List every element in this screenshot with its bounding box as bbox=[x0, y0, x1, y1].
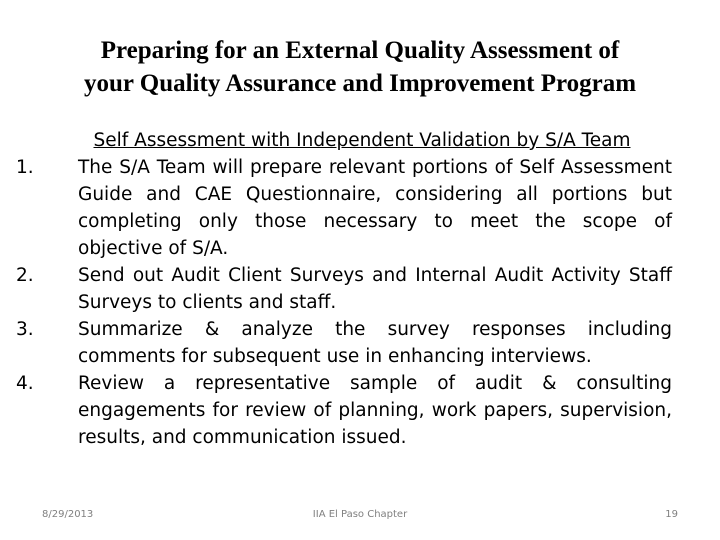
step-text: Summarize & analyze the survey responses including comments for subsequent use in enhancing interviews. bbox=[78, 319, 672, 367]
footer-page-number: 19 bbox=[665, 509, 678, 520]
slide-title-line-1: Preparing for an External Quality Assessment of bbox=[100, 37, 620, 64]
footer-organization: IIA El Paso Chapter bbox=[312, 509, 408, 520]
step-number: 2. bbox=[16, 265, 34, 286]
slide-body bbox=[14, 127, 672, 451]
section-subheading: Self Assessment with Independent Validation by S/A Team bbox=[93, 130, 631, 151]
step-text: Review a representative sample of audit & consulting engagements for review of planning, work papers, supervision, results, and communication issued. bbox=[78, 373, 672, 448]
steps-list bbox=[14, 154, 672, 451]
step-number: 3. bbox=[16, 319, 34, 340]
footer-date: 8/29/2013 bbox=[42, 509, 94, 520]
list-item bbox=[14, 316, 672, 370]
list-item bbox=[14, 370, 672, 451]
step-text: The S/A Team will prepare relevant portions of Self Assessment Guide and CAE Questionnaire, considering all portions but completing only those necessary to meet the scope of objective of S/A. bbox=[78, 157, 672, 259]
step-text: Send out Audit Client Surveys and Internal Audit Activity Staff Surveys to clients and staff. bbox=[78, 265, 672, 313]
slide-title-line-2: your Quality Assurance and Improvement Program bbox=[83, 70, 637, 97]
list-item bbox=[14, 154, 672, 262]
step-number: 1. bbox=[16, 157, 34, 178]
list-item bbox=[14, 262, 672, 316]
slide-title bbox=[20, 34, 700, 100]
step-number: 4. bbox=[16, 373, 34, 394]
